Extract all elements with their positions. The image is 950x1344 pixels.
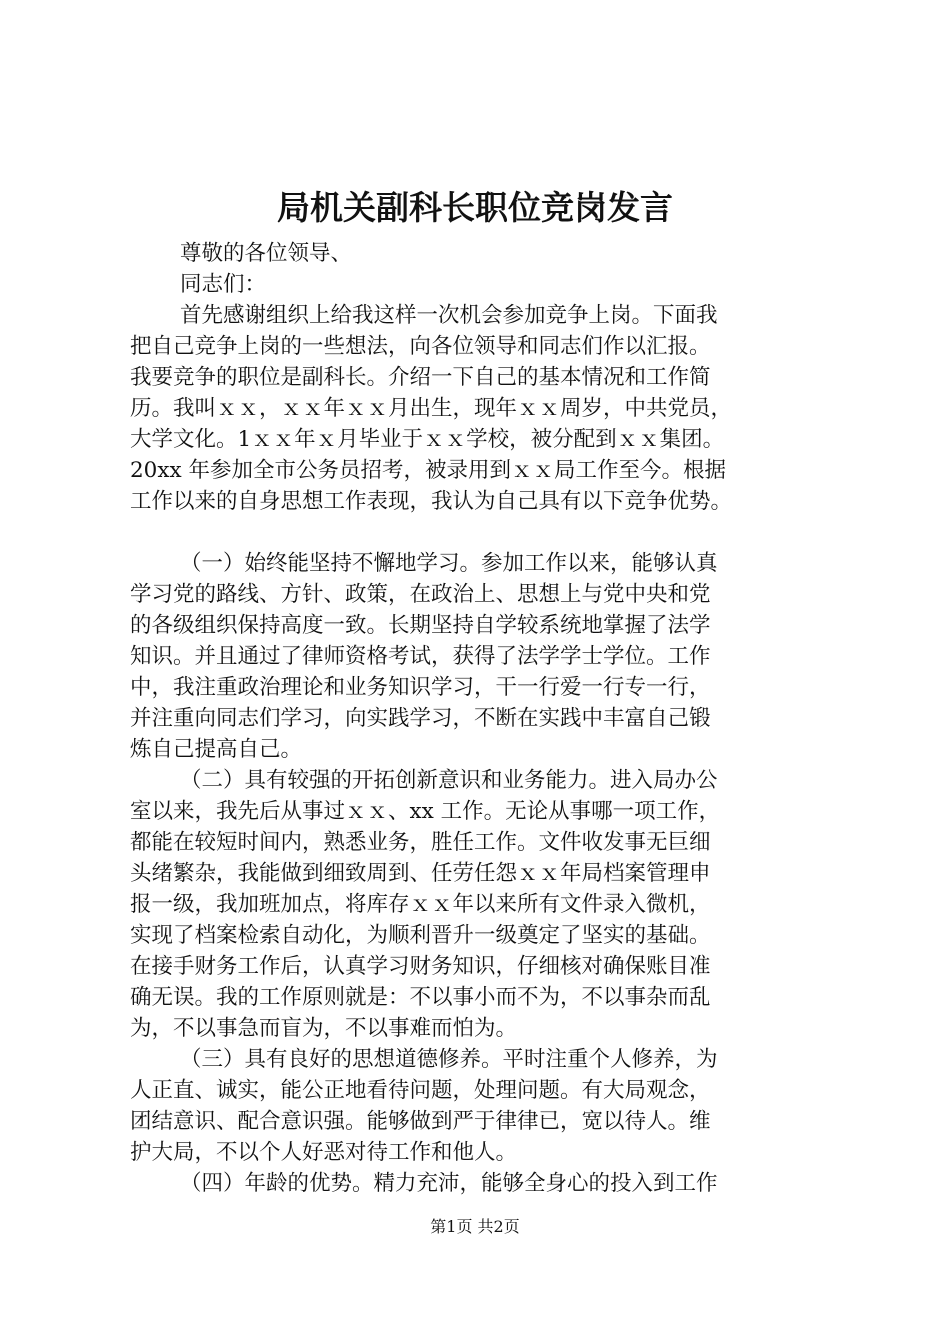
paragraph-line: 首先感谢组织上给我这样一次机会参加竞争上岗。下面我 xyxy=(180,303,718,328)
page-footer: 第1页 共2页 xyxy=(430,1217,520,1236)
paragraph-line: 工作以来的自身思想工作表现，我认为自己具有以下竞争优势。 xyxy=(130,489,733,514)
paragraph-line: （四）年龄的优势。精力充沛，能够全身心的投入到工作 xyxy=(180,1171,718,1196)
paragraph-line: 并注重向同志们学习，向实践学习，不断在实践中丰富自己锻 xyxy=(130,706,711,731)
paragraph-line: 中，我注重政治理论和业务知识学习，干一行爱一行专一行， xyxy=(130,675,711,700)
paragraph-line: （二）具有较强的开拓创新意识和业务能力。进入局办公 xyxy=(180,768,718,793)
paragraph-line: 头绪繁杂，我能做到细致周到、任劳任怨ｘｘ年局档案管理申 xyxy=(130,861,711,886)
document-body xyxy=(130,238,830,1199)
paragraph-line: 在接手财务工作后，认真学习财务知识，仔细核对确保账目准 xyxy=(130,954,711,979)
paragraph-line: 确无误。我的工作原则就是：不以事小而不为，不以事杂而乱 xyxy=(130,985,711,1010)
intro-paragraph xyxy=(130,300,830,517)
paragraph-line: 护大局，不以个人好恶对待工作和他人。 xyxy=(130,1140,518,1165)
paragraph-line: 把自己竞争上岗的一些想法，向各位领导和同志们作以汇报。 xyxy=(130,334,711,359)
paragraph-line: 知识。并且通过了律师资格考试，获得了法学学士学位。工作 xyxy=(130,644,711,669)
section-2-paragraph xyxy=(130,765,830,1044)
paragraph-line: （一）始终能坚持不懈地学习。参加工作以来，能够认真 xyxy=(180,551,718,576)
paragraph-line: （三）具有良好的思想道德修养。平时注重个人修养，为 xyxy=(180,1047,718,1072)
paragraph-line: 炼自己提高自己。 xyxy=(130,737,303,762)
paragraph-line: 的各级组织保持高度一致。长期坚持自学较系统地掌握了法学 xyxy=(130,613,711,638)
paragraph-line: 历。我叫ｘｘ，ｘｘ年ｘｘ月出生，现年ｘｘ周岁，中共党员， xyxy=(130,396,733,421)
paragraph-line: 20xx 年参加全市公务员招考，被录用到ｘｘ局工作至今。根据 xyxy=(130,458,726,483)
paragraph-gap xyxy=(130,517,830,548)
paragraph-line: 实现了档案检索自动化，为顺利晋升一级奠定了坚实的基础。 xyxy=(130,923,711,948)
paragraph-line: 室以来，我先后从事过ｘｘ、xx 工作。无论从事哪一项工作， xyxy=(130,799,721,824)
paragraph-line: 人正直、诚实，能公正地看待问题，处理问题。有大局观念， xyxy=(130,1078,711,1103)
paragraph-line: 为，不以事急而盲为，不以事难而怕为。 xyxy=(130,1016,518,1041)
greeting-line: 同志们： xyxy=(180,272,267,297)
section-3-paragraph xyxy=(130,1044,830,1168)
paragraph-line: 报一级，我加班加点，将库存ｘｘ年以来所有文件录入微机， xyxy=(130,892,711,917)
document-title: 局机关副科长职位竞岗发言 xyxy=(277,188,673,227)
paragraph-line: 我要竞争的职位是副科长。介绍一下自己的基本情况和工作简 xyxy=(130,365,711,390)
paragraph-line: 都能在较短时间内，熟悉业务，胜任工作。文件收发事无巨细 xyxy=(130,830,711,855)
section-4-paragraph xyxy=(130,1168,830,1199)
section-1-paragraph xyxy=(130,548,830,765)
paragraph-line: 团结意识、配合意识强。能够做到严于律律已，宽以待人。维 xyxy=(130,1109,711,1134)
paragraph-line: 大学文化。1ｘｘ年ｘ月毕业于ｘｘ学校，被分配到ｘｘ集团。 xyxy=(130,427,725,452)
greeting-line: 尊敬的各位领导、 xyxy=(180,241,353,266)
paragraph-line: 学习党的路线、方针、政策，在政治上、思想上与党中央和党 xyxy=(130,582,711,607)
